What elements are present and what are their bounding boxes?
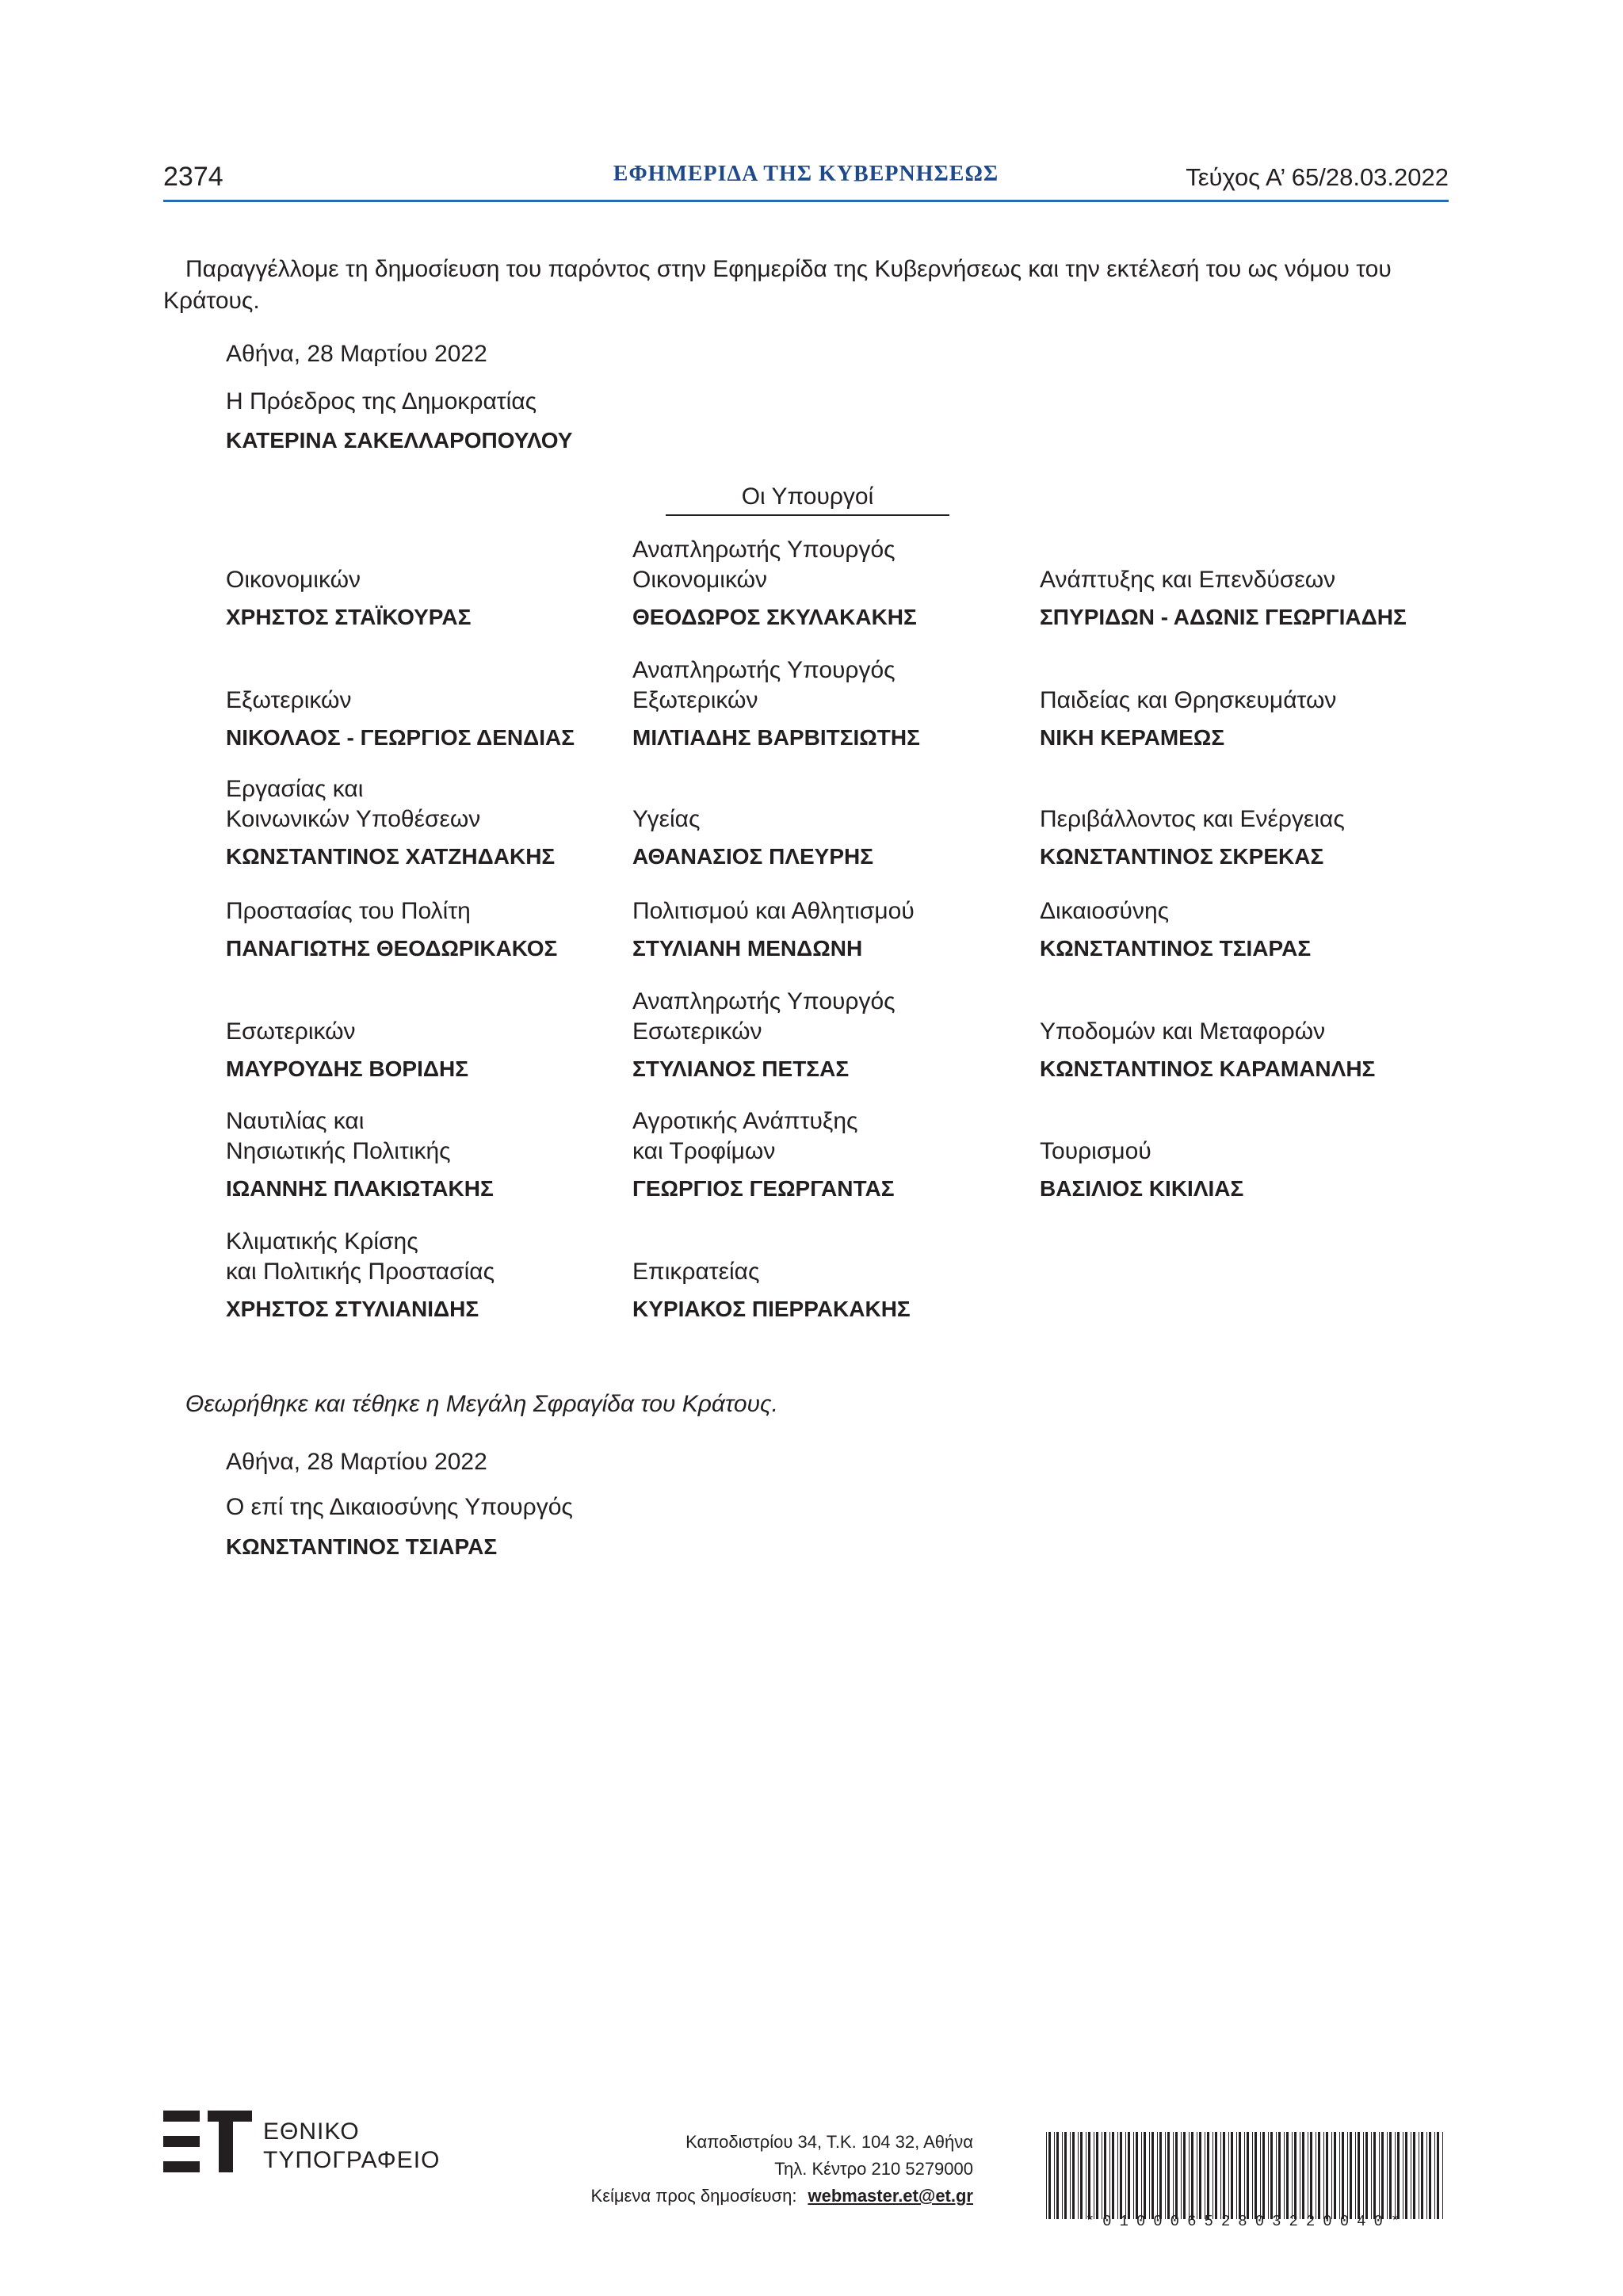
president-name: ΚΑΤΕΡΙΝΑ ΣΑΚΕΛΛΑΡΟΠΟΥΛΟΥ <box>226 428 573 453</box>
minister-office <box>632 1227 1044 1287</box>
minister-office-line: Εργασίας και <box>226 776 364 802</box>
barcode-bar <box>1117 2132 1118 2219</box>
barcode-bar <box>1167 2132 1170 2219</box>
barcode-bar <box>1355 2132 1356 2219</box>
barcode-bar <box>1373 2132 1376 2219</box>
minister-office <box>226 1106 638 1167</box>
minister-signature <box>1040 1106 1452 1201</box>
minister-office-line: Επικρατείας <box>632 1259 760 1285</box>
minister-office-line: Αγροτικής Ανάπτυξης <box>632 1108 858 1134</box>
barcode-bar <box>1395 2132 1396 2219</box>
barcode-bar <box>1270 2132 1273 2219</box>
minister-office-line: Υγείας <box>632 806 701 832</box>
president-title: Η Πρόεδρος της Δημοκρατίας <box>226 388 537 415</box>
barcode-bar <box>1365 2132 1368 2219</box>
minister-office-line: Οικονομικών <box>632 567 768 593</box>
minister-office-line: Νησιωτικής Πολιτικής <box>226 1138 451 1164</box>
footer-submissions <box>591 2183 973 2210</box>
minister-office <box>632 774 1044 835</box>
minister-signature <box>1040 987 1452 1082</box>
minister-signature <box>1040 655 1452 751</box>
minister-office-line: Εξωτερικών <box>226 687 352 713</box>
minister-signature <box>1040 535 1452 630</box>
minister-signature <box>1040 866 1452 961</box>
logo-line-2: ΤΥΠΟΓΡΑΦΕΙΟ <box>263 2147 441 2173</box>
barcode-bar <box>1072 2132 1075 2219</box>
minister-office-line: Ανάπτυξης και Επενδύσεων <box>1040 567 1336 593</box>
barcode-bar <box>1334 2132 1336 2219</box>
barcode-bar <box>1268 2132 1269 2219</box>
barcode-bar <box>1112 2132 1114 2219</box>
barcode-bar <box>1096 2132 1098 2219</box>
barcode-bar <box>1323 2132 1324 2219</box>
barcode-bar <box>1173 2132 1174 2219</box>
barcode-bar <box>1239 2132 1241 2219</box>
minister-office-line: Τουρισμού <box>1040 1138 1151 1164</box>
minister-office-line: Εσωτερικών <box>226 1018 356 1045</box>
barcode-bar <box>1062 2132 1063 2219</box>
barcode-bar <box>1191 2132 1193 2219</box>
barcode-bar <box>1294 2132 1296 2219</box>
barcode-bar <box>1181 2132 1182 2219</box>
minister-name: ΜΙΛΤΙΑΔΗΣ ΒΑΡΒΙΤΣΙΩΤΗΣ <box>632 725 920 750</box>
barcode-bar <box>1151 2132 1154 2219</box>
place-date: Αθήνα, 28 Μαρτίου 2022 <box>226 341 487 367</box>
minister-name: ΧΡΗΣΤΟΣ ΣΤΑΪΚΟΥΡΑΣ <box>226 605 472 629</box>
minister-office <box>226 535 638 595</box>
barcode-bar <box>1302 2132 1304 2219</box>
minister-office <box>1040 1106 1452 1167</box>
barcode-bar <box>1120 2132 1122 2219</box>
ministers-heading-rule <box>666 514 949 516</box>
minister-office <box>226 774 638 835</box>
seal-place-date: Αθήνα, 28 Μαρτίου 2022 <box>226 1449 487 1475</box>
minister-office-line: και Τροφίμων <box>632 1138 776 1164</box>
minister-office-line: και Πολιτικής Προστασίας <box>226 1259 495 1285</box>
footer-contact <box>591 2129 973 2210</box>
barcode-bar <box>1159 2132 1162 2219</box>
barcode-bar <box>1078 2132 1079 2219</box>
barcode-bar <box>1080 2132 1083 2219</box>
seal-minister-title: Ο επί της Δικαιοσύνης Υπουργός <box>226 1494 573 1520</box>
barcode-bar <box>1088 2132 1090 2219</box>
barcode-bar <box>1054 2132 1055 2219</box>
minister-name: ΚΩΝΣΤΑΝΤΙΝΟΣ ΣΚΡΕΚΑΣ <box>1040 844 1324 869</box>
minister-name: ΙΩΑΝΝΗΣ ΠΛΑΚΙΩΤΑΚΗΣ <box>226 1176 494 1201</box>
minister-office-line: Αναπληρωτής Υπουργός <box>632 537 896 563</box>
minister-name: ΣΤΥΛΙΑΝΗ ΜΕΝΔΩΝΗ <box>632 936 863 961</box>
minister-name: ΣΤΥΛΙΑΝΟΣ ΠΕΤΣΑΣ <box>632 1056 850 1081</box>
barcode-bar <box>1128 2132 1130 2219</box>
barcode-bar <box>1056 2132 1059 2219</box>
minister-name: ΒΑΣΙΛΙΟΣ ΚΙΚΙΛΙΑΣ <box>1040 1176 1244 1201</box>
minister-office <box>1040 774 1452 835</box>
barcode-bar <box>1231 2132 1233 2219</box>
barcode-bar <box>1347 2132 1348 2219</box>
minister-office-line: Κοινωνικών Υποθέσεων <box>226 806 481 832</box>
barcode-bar <box>1318 2132 1320 2219</box>
barcode-bar <box>1247 2132 1249 2219</box>
barcode-bar <box>1189 2132 1190 2219</box>
logo-line-1: ΕΘΝΙΚΟ <box>263 2118 360 2145</box>
minister-name: ΚΩΝΣΤΑΝΤΙΝΟΣ ΤΣΙΑΡΑΣ <box>1040 936 1312 961</box>
minister-office-line: Αναπληρωτής Υπουργός <box>632 988 896 1014</box>
footer-address: Καποδιστρίου 34, Τ.Κ. 104 32, Αθήνα <box>685 2132 973 2152</box>
barcode-bar <box>1064 2132 1067 2219</box>
order-paragraph: Παραγγέλλομε τη δημοσίευση του παρόντος στην Εφημερίδα της Κυβερνήσεως και την εκτέλεσή του ως νόμου του Κράτους. <box>163 256 1392 314</box>
et-logo-icon <box>163 2111 252 2174</box>
minister-office <box>226 655 638 716</box>
barcode-bar <box>1331 2132 1332 2219</box>
minister-office <box>632 866 1044 926</box>
page-header <box>163 155 1449 203</box>
minister-signature <box>226 535 638 630</box>
minister-signature <box>632 1227 1044 1322</box>
barcode-bar <box>1442 2132 1443 2219</box>
barcode-bar <box>1149 2132 1150 2219</box>
barcode-bar <box>1437 2132 1439 2219</box>
header-rule <box>163 200 1449 202</box>
minister-name: ΚΥΡΙΑΚΟΣ ΠΙΕΡΡΑΚΑΚΗΣ <box>632 1297 911 1321</box>
barcode-bar <box>1183 2132 1186 2219</box>
page-number: 2374 <box>163 162 223 192</box>
minister-signature <box>632 655 1044 751</box>
barcode-bar <box>1405 2132 1407 2219</box>
barcode-bar <box>1260 2132 1261 2219</box>
barcode-bar <box>1199 2132 1201 2219</box>
barcode-bar <box>1104 2132 1106 2219</box>
minister-signature <box>226 655 638 751</box>
minister-office <box>632 987 1044 1047</box>
email-link[interactable]: webmaster.et@et.gr <box>808 2186 973 2206</box>
barcode-bar <box>1109 2132 1110 2219</box>
minister-office-line: Ναυτιλίας και <box>226 1108 365 1134</box>
minister-office-line: Δικαιοσύνης <box>1040 898 1170 924</box>
minister-name: ΘΕΟΔΩΡΟΣ ΣΚΥΛΑΚΑΚΗΣ <box>632 605 917 629</box>
seal-statement: Θεωρήθηκε και τέθηκε η Μεγάλη Σφραγίδα του Κράτους. <box>185 1391 778 1417</box>
minister-name: ΧΡΗΣΤΟΣ ΣΤΥΛΙΑΝΙΔΗΣ <box>226 1297 479 1321</box>
minister-office-line: Πολιτισμού και Αθλητισμού <box>632 898 915 924</box>
minister-office <box>1040 987 1452 1047</box>
issue-number: Τεύχος Α’ 65/28.03.2022 <box>1186 163 1449 191</box>
barcode-bar <box>1228 2132 1229 2219</box>
barcode-bar <box>1136 2132 1138 2219</box>
minister-name: ΝΙΚΗ ΚΕΡΑΜΕΩΣ <box>1040 725 1225 750</box>
minister-office <box>632 535 1044 595</box>
barcode-bar <box>1070 2132 1071 2219</box>
barcode-bar <box>1426 2132 1427 2219</box>
logo-text <box>263 2118 440 2175</box>
barcode-bar <box>1223 2132 1225 2219</box>
barcode-bar <box>1220 2132 1221 2219</box>
minister-name: ΑΘΑΝΑΣΙΟΣ ΠΛΕΥΡΗΣ <box>632 844 874 869</box>
barcode-bar <box>1254 2132 1257 2219</box>
barcode-text: *01000652803220040* <box>1085 2213 1408 2230</box>
barcode-bar <box>1157 2132 1158 2219</box>
minister-signature <box>226 987 638 1082</box>
minister-name: ΠΑΝΑΓΙΩΤΗΣ ΘΕΟΔΩΡΙΚΑΚΟΣ <box>226 936 558 961</box>
minister-signature <box>632 1106 1044 1201</box>
barcode-bar <box>1276 2132 1277 2219</box>
minister-signature <box>632 535 1044 630</box>
barcode-bar <box>1389 2132 1392 2219</box>
minister-office-line: Αναπληρωτής Υπουργός <box>632 657 896 683</box>
minister-name: ΚΩΝΣΤΑΝΤΙΝΟΣ ΚΑΡΑΜΑΝΛΗΣ <box>1040 1056 1376 1081</box>
barcode-bar <box>1381 2132 1384 2219</box>
barcode-bar <box>1286 2132 1289 2219</box>
barcode-bar <box>1133 2132 1134 2219</box>
minister-office-line: Περιβάλλοντος και Ενέργειας <box>1040 806 1345 832</box>
barcode-bar <box>1387 2132 1388 2219</box>
barcode-icon <box>1044 2132 1449 2219</box>
minister-office-line: Εξωτερικών <box>632 687 758 713</box>
minister-name: ΚΩΝΣΤΑΝΤΙΝΟΣ ΧΑΤΖΗΔΑΚΗΣ <box>226 844 556 869</box>
minister-office-line: Παιδείας και Θρησκευμάτων <box>1040 687 1337 713</box>
barcode-bar <box>1284 2132 1285 2219</box>
minister-office-line: Υποδομών και Μεταφορών <box>1040 1018 1326 1045</box>
barcode-bar <box>1244 2132 1245 2219</box>
barcode-bar <box>1046 2132 1047 2219</box>
minister-office <box>226 1227 638 1287</box>
barcode-bar <box>1292 2132 1293 2219</box>
minister-office <box>226 987 638 1047</box>
minister-signature <box>226 774 638 869</box>
minister-office <box>226 866 638 926</box>
barcode-bar <box>1215 2132 1217 2219</box>
barcode-bar <box>1358 2132 1360 2219</box>
barcode-bar <box>1342 2132 1344 2219</box>
barcode-bar <box>1421 2132 1423 2219</box>
barcode-bar <box>1252 2132 1253 2219</box>
ministers-heading: Οι Υπουργοί <box>741 483 874 510</box>
minister-name: ΓΕΩΡΓΙΟΣ ΓΕΩΡΓΑΝΤΑΣ <box>632 1176 895 1201</box>
barcode-bar <box>1141 2132 1142 2219</box>
minister-signature <box>226 1106 638 1201</box>
gazette-title: ΕΦΗΜΕΡΙΔΑ ΤΗΣ ΚΥΒΕΡΝΗΣΕΩΣ <box>613 162 999 186</box>
minister-signature <box>226 1227 638 1322</box>
minister-office-line: Οικονομικών <box>226 567 361 593</box>
barcode-bar <box>1434 2132 1435 2219</box>
minister-name: ΣΠΥΡΙΔΩΝ - ΑΔΩΝΙΣ ΓΕΩΡΓΙΑΔΗΣ <box>1040 605 1407 629</box>
minister-office <box>1040 535 1452 595</box>
seal-minister-name: ΚΩΝΣΤΑΝΤΙΝΟΣ ΤΣΙΑΡΑΣ <box>226 1534 498 1559</box>
minister-office <box>1040 866 1452 926</box>
minister-name: ΜΑΥΡΟΥΔΗΣ ΒΟΡΙΔΗΣ <box>226 1056 469 1081</box>
minister-signature <box>632 987 1044 1082</box>
minister-office <box>632 1106 1044 1167</box>
minister-office <box>632 655 1044 716</box>
barcode-bar <box>1207 2132 1209 2219</box>
minister-office-line: Εσωτερικών <box>632 1018 762 1045</box>
barcode-bar <box>1175 2132 1178 2219</box>
minister-office-line: Κλιματικής Κρίσης <box>226 1228 418 1255</box>
barcode-bar <box>1350 2132 1352 2219</box>
barcode-bar <box>1326 2132 1328 2219</box>
barcode-bar <box>1262 2132 1265 2219</box>
minister-signature <box>1040 774 1452 869</box>
barcode-bar <box>1397 2132 1400 2219</box>
barcode-bar <box>1236 2132 1237 2219</box>
barcode-bar <box>1310 2132 1312 2219</box>
barcode-bar <box>1339 2132 1340 2219</box>
minister-office-line: Προστασίας του Πολίτη <box>226 898 471 924</box>
minister-name: ΝΙΚΟΛΑΟΣ - ΓΕΩΡΓΙΟΣ ΔΕΝΔΙΑΣ <box>226 725 575 750</box>
barcode-bar <box>1048 2132 1051 2219</box>
barcode-bar <box>1371 2132 1372 2219</box>
barcode-bar <box>1278 2132 1281 2219</box>
minister-signature <box>632 774 1044 869</box>
submissions-label: Κείμενα προς δημοσίευση: <box>590 2186 797 2206</box>
barcode-bar <box>1379 2132 1380 2219</box>
barcode-bar <box>1144 2132 1146 2219</box>
barcode-bar <box>1165 2132 1166 2219</box>
minister-signature <box>226 866 638 961</box>
footer-phone: Τηλ. Κέντρο 210 5279000 <box>774 2159 973 2179</box>
barcode-bar <box>1429 2132 1431 2219</box>
barcode-bar <box>1125 2132 1126 2219</box>
barcode-bar <box>1413 2132 1415 2219</box>
minister-office <box>1040 655 1452 716</box>
barcode-bar <box>1212 2132 1213 2219</box>
minister-signature <box>632 866 1044 961</box>
barcode-bar <box>1363 2132 1364 2219</box>
